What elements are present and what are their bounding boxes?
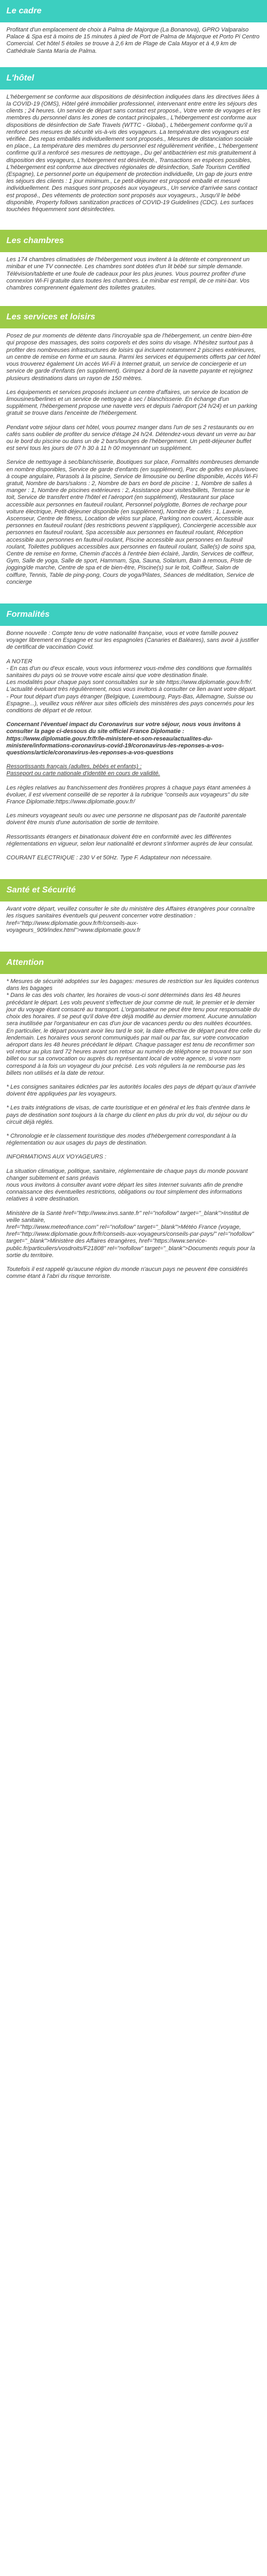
section-body-formalites bbox=[0, 626, 267, 879]
section-title: Santé et Sécurité bbox=[6, 885, 76, 895]
paragraph: Ressortissants étrangers et binationaux doivent être en conformité avec les différentes réglementations en vigueur, selon leur nationalité et devront s'informer auprès de leur consulat. bbox=[6, 833, 254, 847]
paragraph: Posez de pur moments de détente dans l'incroyable spa de l'hébergement, un centre bien-être qui propose des massages, des soins corporels et des soins du visage. N'hésitez surtout pas à profiter des nombreuses infrastructures de loisirs qui incluent notamment 2 piscines extérieures, un centre de remise en forme et un sauna. Parmi les services et équipements offerts par cet hôtel vous trouverez également Un accès Wi-Fi à Internet gratuit, un service de conciergerie et un service de garde d'enfants (en supplément). Grimpez à bord de la navette payante et rejoignez plusieurs destinations dans un rayon de 150 mètres. bbox=[6, 333, 261, 382]
paragraph: Toutefois il est rappelé qu'aucune région du monde n'aucun pays ne peuvent être considérés comme étant à l'abri du risque terroriste. bbox=[6, 1266, 248, 1280]
section-body-hotel bbox=[0, 90, 267, 230]
paragraph: Bonne nouvelle : Compte tenu de votre nationalité française, vous et votre famille pouvez voyager librement en Espagne et sur les espagnoles (Canaries et Baléares), sans avoir à justifier de certificat de vaccination Covid. bbox=[6, 630, 259, 651]
section-title: Le cadre bbox=[6, 6, 42, 15]
section-header-sante bbox=[0, 879, 267, 901]
paragraph: Les mineurs voyageant seuls ou avec une personne ne disposant pas de l'autorité parentale doivent être munis d'une autorisation de sortie de territoire. bbox=[6, 812, 247, 826]
section-header-cadre bbox=[0, 0, 267, 22]
paragraph: Les règles relatives au franchissement des frontières propres à chaque pays étant amenées à évoluer, il est vivement conseillé de se reporter à la rubrique "conseils aux voyageurs" du site France Diplomatie:https://www.diplomatie.gouv.fr/ bbox=[6, 784, 251, 806]
section-title: Attention bbox=[6, 958, 44, 968]
section-header-chambres bbox=[0, 230, 267, 252]
section-body-chambres bbox=[0, 252, 267, 306]
paragraph: Service de nettoyage à sec/blanchisserie, Boutiques sur place, Formalités nombreuses demande en nombre disponibles, Service de garde d'enfants (en supplément), Parc de golfes en plus/avec à coupe angulaire, Parasols à la piscine, Service de limousine ou berline disponible, Accès Wi-Fi gratuit, Nombre de bars/salons : 2, Nombre de bars en bord de piscine : 1, Nombre de salles à manger : 1, Nombre de piscines extérieures : 2, Assistance pour visites/billets, Terrasse sur le toit, Service de transfert entre l'hôtel et l'aéroport (en supplément), Restaurant sur place accessible aux personnes en fauteuil roulant, Personnel polyglotte, Bornes de recharge pour voiture électrique, Petit-déjeuner disponible (en supplément), Nombre de cafés : 1, Laverie, Ascenseur, Centre de fitness, Location de vélos sur place, Parking non couvert, Accessible aux personnes en fauteuil roulant (des restrictions peuvent s'appliquer), Conciergerie accessible aux personnes en fauteuil roulant, Spa accessible aux personnes en fauteuil roulant, Réception accessible aux personnes en fauteuil roulant, Piscine accessible aux personnes en fauteuil roulant, Toilettes publiques accessibles aux personnes en fauteuil roulant, Salle(s) de soins spa, Centre de remise en forme, Chemin d'accès à l'entrée bien éclairé, Jardin, Services de coiffeur, Gym, Salle de yoga, Salle de sport, Hammam, Spa, Sauna, Solarium, Bain à remous, Piste de jogging/de marche, Centre de spa et de bien-être, Piscine(s) sur le toit, Coiffeur, Salon de coiffure, Tennis, Table de ping-pong, Cours de yoga/Pilates, Séances de méditation, Service de concierge bbox=[6, 459, 259, 585]
section-title: Les chambres bbox=[6, 236, 64, 246]
section-title: Formalités bbox=[6, 609, 50, 619]
paragraph: Profitant d'un emplacement de choix à Palma de Majorque (La Bonanova), GPRO Valparaiso Palace & Spa est à moins de 15 minutes à pied de Port de Palma de Majorque et Porto Pi Centro Comercial. Cet hôtel 5 étoiles se trouve à 2,6 km de Plage de Cala Mayor et à 4,9 km de Cathédrale Santa María de Palma. bbox=[6, 27, 260, 54]
paragraph: * Chronologie et le classement touristique des modes d'hébergement correspondant à la réglementation ou aux usages du pays de destination. bbox=[6, 1132, 237, 1147]
section-body-cadre bbox=[0, 22, 267, 67]
section-body-sante bbox=[0, 901, 267, 952]
section-header-formalites bbox=[0, 603, 267, 626]
paragraph: Les équipements et services proposés incluent un centre d'affaires, un service de location de limousines/berlines et un service de nettoyage à sec / blanchisserie. En échange d'un supplément, l'hébergement propose une navette vers et depuis l'aéroport (24 h/24) et un parking gratuit se trouve dans l'enceinte de l'hébergement. bbox=[6, 389, 257, 417]
section-title: L'hôtel bbox=[6, 73, 34, 83]
paragraph: Les 174 chambres climatisées de l'hébergement vous invitent à la détente et comprennent un minibar et une TV connectée. Les chambres sont dotées d'un lit bébé sur simple demande. Télévision/tablette et une foule de cadeaux pour les plus jeunes. Vous pourrez profiter d'une connexion Wi-Fi gratuite dans toutes les chambres. Le minibar est rempli, de ce mini-bar. Vos chambres comprennent également des toilettes gratuites. bbox=[6, 256, 250, 292]
paragraph: Ministère de la Santé href="http://www.invs.sante.fr" rel="nofollow" target="_blank">Institut de veille sanitaire, href="http://www.meteofrance.com" rel="nofollow" target="_blank">Météo France (voyage, href="http://www.diplomatie.gouv.fr/fr/conseils-aux-voyageurs/conseils-par-pays/" rel="nofollow" target="_blank">Ministère des Affaires étrangères, href="https://www.service-public.fr/particuliers/vosdroits/F21808" rel="nofollow" target="_blank">Documents requis pour la sortie du territoire. bbox=[6, 1210, 255, 1259]
paragraph: A NOTER - En cas d'un ou d'eux escale, vous vous informerez vous-même des conditions que formalités sanitaires du pays où se trouve votre escale ainsi que votre destination finale. Les modalités pour chaque pays sont consultables sur le site https://www.diplomatie.gouv.fr/fr/. L'actualité évoluant très régulièrement, nous vous invitons à consulter ce lien avant votre départ. - Pour tout départ d'un pays étranger (Belgique, Luxembourg, Pays-Bas, Allemagne, Suisse ou Espagne...), veuillez vous référer aux sites officiels des ministères des pays concernés pour les conditions de départ et de retour. bbox=[6, 658, 257, 714]
paragraph: COURANT ELECTRIQUE : 230 V et 50Hz. Type F. Adaptateur non nécessaire. bbox=[6, 855, 212, 862]
paragraph: * Les traits intégrations de visas, de carte touristique et en général et les frais d'entrée dans le pays de destination sont toujours à la charge du client en plus du prix du vol, du séjour ou du circuit déjà réglés. bbox=[6, 1105, 250, 1125]
section-header-services bbox=[0, 306, 267, 328]
paragraph: INFORMATIONS AUX VOYAGEURS : bbox=[6, 1154, 107, 1161]
section-title: Les services et loisirs bbox=[6, 312, 96, 322]
paragraph: Concernant l'éventuel impact du Coronavirus sur votre séjour, nous vous invitons à consulter la page ci-dessous du site officiel France Diplomatie : https://www.diplomatie.gouv.fr/fr/le-ministere-et-son-reseau/actualites-du-ministere/informations-coronavirus-covid-19/coronavirus-les-reponses-a-vos-questions/article/coronavirus-les-reponses-a-vos-questions bbox=[6, 721, 241, 756]
paragraph: L'hébergement se conforme aux dispositions de désinfection indiquées dans les directives liées à la COVID-19 (OMS), Hôtel géré immobilier professionnel, intervenant entre entre les séjours des clients ; 24 heures. Un service de départ sans contact est proposé., Votre vente de voyages et les membres du personnel dans les zones de contact principales., L'hébergement est conforme aux dispositions de désinfection de Safe Travels (WTTC - Global)., L'hébergement conforme qu'il a renforcé ses mesures de sécurité vis-à-vis des voyageurs. La température des voyageurs est vérifiée. Des repas emballés individuellement sont proposés., Mesures de distanciation sociale en place., La température des membres du personnel est régulièrement vérifiée., L'hébergement confirme qu'il a renforcé ses mesures de nettoyage., Du gel antibactérien est mis gratuitement à disposition des voyageurs, L'hébergement est désinfecté., Transactions en espèces possibles, L'hébergement est conforme aux directives régionales de désinfection, Safe Tourism Certified (Espagne), Le personnel porte un équipement de protection individuelle, Un gap de jours entre les séjours des clients : 1 jour minimum., Le petit-déjeuner est proposé emballé et mesuré individuellement. Des masques sont proposés aux voyageurs., Un service d'arrivée sans contact est proposé., Des vêtements de protection sont proposés aux voyageurs., Jusqu'il le bébé disponible, Property follows sanitization practices of COVID-19 Guidelines (CDC). Les surfaces touchées fréquemment sont désinfectées. bbox=[6, 93, 261, 213]
paragraph: * Les consignes sanitaires édictées par les autorités locales des pays de départ qu'aux d'arrivée doivent être appliquées par les voyageurs. bbox=[6, 1083, 256, 1098]
paragraph: * Mesures de sécurité adoptées sur les bagages: mesures de restriction sur les liquides contenus dans les bagages * Dans le cas des vols charter, les horaires de vous-ci sont déterminés dans les 48 heures précédant le départ. Les vols peuvent s'effectuer de jour comme de nuit, le premier et le dernier jour du voyage étant consacré au transport. L'organisateur ne peut être tenu pour responsable du choix des horaires. Il se peut qu'il doive être déjà modifié au dernier moment. Aucune annulation sera inutilisée par l'organisateur en cas d'un jour de vacances perdu ou des nuitées écourtées. En particulier, le départ pouvant avoir lieu tard le soir, la date effective de départ peut être celle du lendemain. Les horaires vous seront communiqués par mail ou par fax, sur votre convocation aéroport dans les 48 heures précédant le départ. Chaque passager est tenu de reconfirmer son vol retour au plus tard 72 heures avant son retour au numéro de téléphone se trouvant sur son billet ou sur sa convocation ou auprès du représentant local de votre agence, si votre nom correspond à la fois un voyageur du jour précisé. Les vols réguliers la ne rembourse pas les billets non utilisés et la date de retour. bbox=[6, 978, 261, 1076]
paragraph: Avant votre départ, veuillez consulter le site du ministère des Affaires étrangères pour connaître les risques sanitaires éventuels qui peuvent concerner votre destination : href="http://www.diplomatie.gouv.fr/fr/conseils-aux-voyageurs_909/index.html">www.diplomatie.gouv.fr bbox=[6, 906, 255, 933]
paragraph: La situation climatique, politique, sanitaire, réglementaire de chaque pays du monde pouvant changer subitement et sans préavis nous vous invitons à consulter avant votre départ les sites Internet suivants afin de prendre connaissance des éventuelles restrictions, obligations ou tout simplement des informations relatives à votre destination. bbox=[6, 1168, 248, 1203]
section-body-services bbox=[0, 328, 267, 603]
section-header-attention bbox=[0, 952, 267, 974]
section-body-attention bbox=[0, 974, 267, 1298]
paragraph: Pendant votre séjour dans cet hôtel, vous pourrez manger dans l'un de ses 2 restaurants ou en cafés sans oublier de profiter du service d'étage 24 h/24. Détendez-vous devant un verre au bar ou le bord du piscine ou dans un de 2 bars/lounges de l'hébergement. Un petit-déjeuner buffet est servi tous les jours de 07 h 30 à 11 h 00 moyennant un supplément. bbox=[6, 424, 256, 452]
section-header-hotel bbox=[0, 67, 267, 90]
paragraph: Ressortissants français (adultes, bébés et enfants) : Passeport ou carte nationale d'identité en cours de validité. bbox=[6, 763, 160, 777]
